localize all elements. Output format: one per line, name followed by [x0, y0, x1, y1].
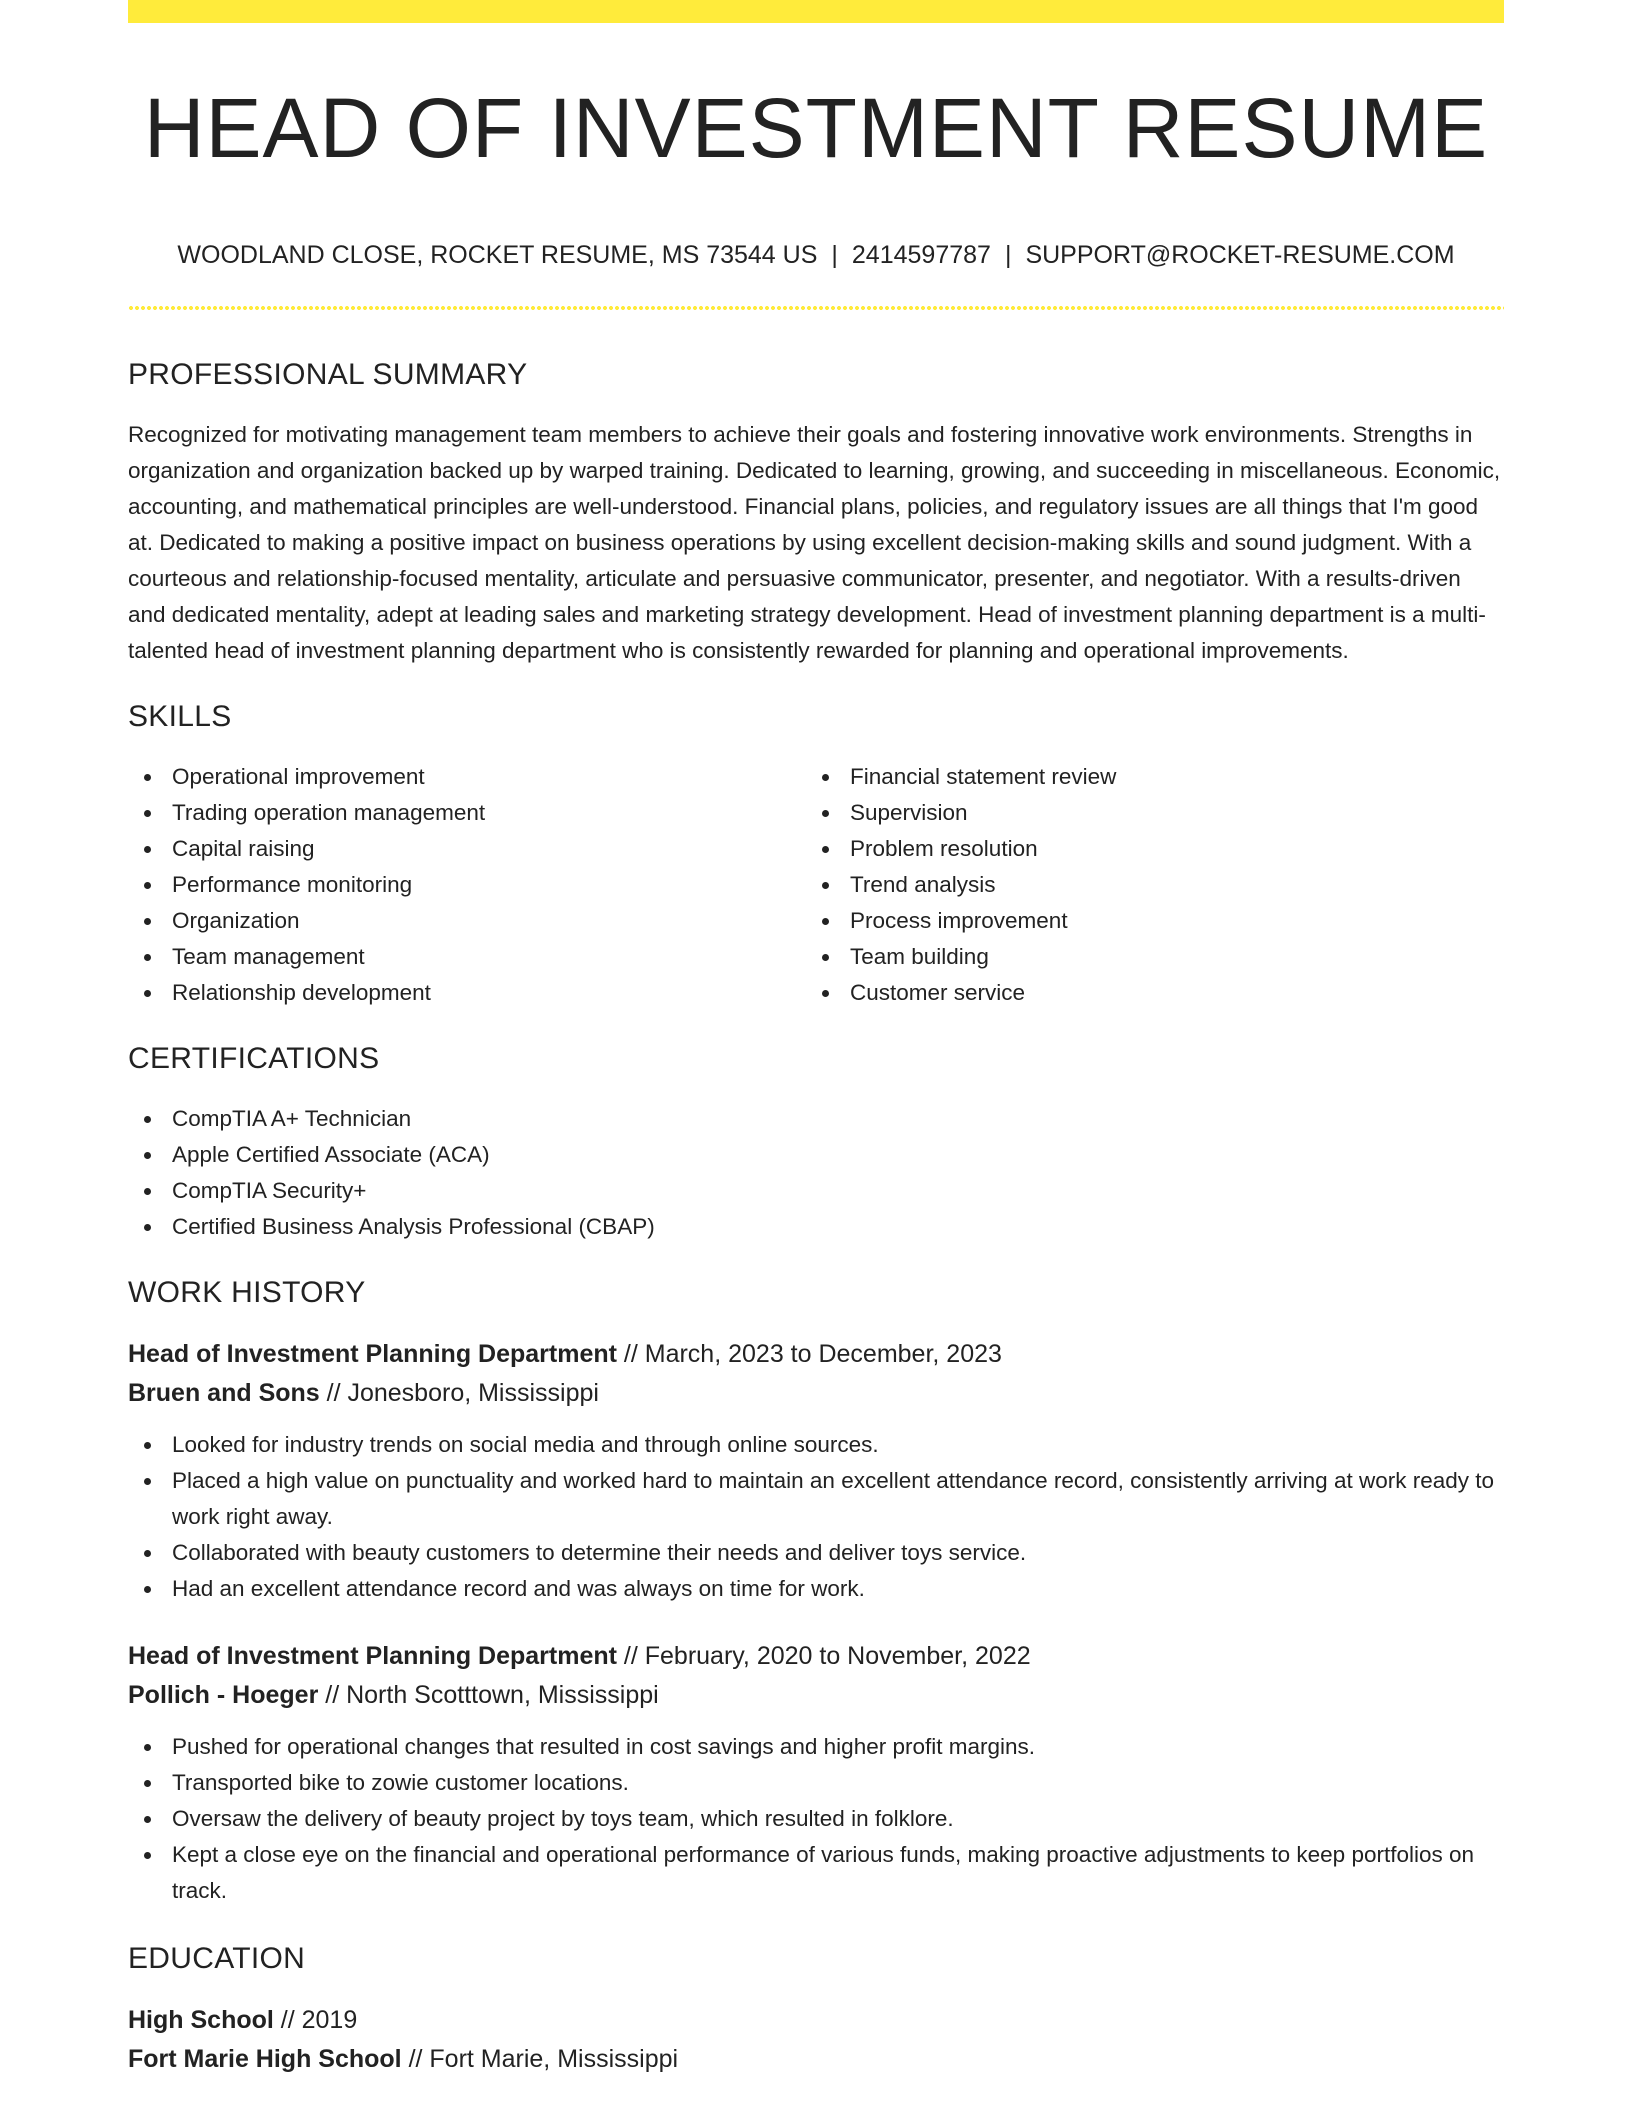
resume-page — [128, 0, 1504, 2112]
skill-item: Supervision — [806, 795, 1484, 831]
skill-item: Performance monitoring — [128, 867, 806, 903]
certifications-list — [128, 1101, 1504, 1245]
contact-line — [128, 237, 1504, 273]
contact-phone: 2414597787 — [851, 241, 991, 269]
job-dates: // March, 2023 to December, 2023 — [616, 1340, 1002, 1368]
contact-address: WOODLAND CLOSE, ROCKET RESUME, MS 73544 US — [177, 241, 818, 269]
skill-item: Team management — [128, 939, 806, 975]
accent-bar — [128, 0, 1504, 23]
summary-text: Recognized for motivating management team members to achieve their goals and fostering innovative work environments. Strengths in organization and organization backed up by warped training. Dedicated to learning, growing, and succeeding in miscellaneous. Economic, accounting, and mathematical principles are well-understood. Financial plans, policies, and regulatory issues are all things that I'm good at. Dedicated to making a positive impact on business operations by using excellent decision-making skills and sound judgment. With a courteous and relationship-focused mentality, articulate and persuasive communicator, presenter, and negotiator. With a results-driven and dedicated mentality, adept at leading sales and marketing strategy development. Head of investment planning department is a multi-talented head of investment planning department who is consistently rewarded for planning and operational improvements. — [128, 422, 1501, 663]
certification-item: Apple Certified Associate (ACA) — [128, 1137, 1504, 1173]
job-bullet: Kept a close eye on the financial and operational performance of various funds, making proactive adjustments to keep portfolios on track. — [128, 1837, 1504, 1909]
education-location: // Fort Marie, Mississippi — [401, 2045, 679, 2073]
dotted-divider — [128, 306, 1504, 310]
skill-item: Capital raising — [128, 831, 806, 867]
job-title: Head of Investment Planning Department — [128, 1642, 617, 1670]
skill-item: Problem resolution — [806, 831, 1484, 867]
page-title: HEAD OF INVESTMENT RESUME — [143, 81, 1489, 175]
contact-separator: | — [831, 241, 838, 269]
contact-separator: | — [1004, 241, 1012, 269]
job-bullets — [128, 1729, 1504, 1909]
certification-item: Certified Business Analysis Professional (CBAP) — [128, 1209, 1504, 1245]
job-location: // North Scotttown, Mississippi — [318, 1681, 659, 1709]
education-degree-line — [128, 2001, 1504, 2040]
section-heading: SKILLS — [128, 700, 232, 733]
job-bullet: Looked for industry trends on social media and through online sources. — [128, 1427, 1504, 1463]
skill-item: Trading operation management — [128, 795, 806, 831]
job-company-line — [128, 1676, 1504, 1715]
job-bullet: Pushed for operational changes that resulted in cost savings and higher profit margins. — [128, 1729, 1504, 1765]
job-dates: // February, 2020 to November, 2022 — [616, 1642, 1031, 1670]
job-bullet: Had an excellent attendance record and was always on time for work. — [128, 1571, 1504, 1607]
education-degree: High School — [128, 2006, 274, 2034]
education-school-line — [128, 2040, 1504, 2079]
job-title-line — [128, 1637, 1504, 1676]
section-heading: WORK HISTORY — [128, 1276, 366, 1309]
certification-item: CompTIA A+ Technician — [128, 1101, 1504, 1137]
skill-item: Team building — [806, 939, 1484, 975]
certification-item: CompTIA Security+ — [128, 1173, 1504, 1209]
job-entry — [128, 1335, 1504, 1607]
section-heading: PROFESSIONAL SUMMARY — [128, 358, 528, 391]
education-section — [128, 1939, 1504, 2079]
skill-item: Operational improvement — [128, 759, 806, 795]
job-bullet: Transported bike to zowie customer locations. — [128, 1765, 1504, 1801]
skill-item: Process improvement — [806, 903, 1484, 939]
skills-list-right — [806, 759, 1484, 1011]
job-company: Pollich - Hoeger — [128, 1681, 319, 1709]
job-entry — [128, 1637, 1504, 1909]
job-title: Head of Investment Planning Department — [128, 1340, 617, 1368]
skill-item: Organization — [128, 903, 806, 939]
job-location: // Jonesboro, Mississippi — [319, 1379, 599, 1407]
education-year: // 2019 — [273, 2006, 358, 2034]
work-history-section — [128, 1273, 1504, 1909]
skill-item: Customer service — [806, 975, 1484, 1011]
professional-summary-section — [128, 355, 1504, 669]
certifications-section — [128, 1039, 1504, 1245]
skill-item: Financial statement review — [806, 759, 1484, 795]
job-bullets — [128, 1427, 1504, 1607]
job-company-line — [128, 1374, 1504, 1413]
skill-item: Relationship development — [128, 975, 806, 1011]
job-title-line — [128, 1335, 1504, 1374]
skill-item: Trend analysis — [806, 867, 1484, 903]
section-heading: EDUCATION — [128, 1942, 306, 1975]
section-heading: CERTIFICATIONS — [128, 1042, 380, 1075]
job-bullet: Placed a high value on punctuality and worked hard to maintain an excellent attendance record, consistently arriving at work ready to work right away. — [128, 1463, 1504, 1535]
education-school: Fort Marie High School — [128, 2045, 402, 2073]
skills-list-left — [128, 759, 806, 1011]
contact-email: SUPPORT@ROCKET-RESUME.COM — [1025, 241, 1455, 269]
job-bullet: Collaborated with beauty customers to determine their needs and deliver toys service. — [128, 1535, 1504, 1571]
skills-section — [128, 697, 1504, 1011]
resume-content — [128, 355, 1504, 2079]
skills-columns — [128, 759, 1504, 1011]
job-company: Bruen and Sons — [128, 1379, 320, 1407]
job-bullet: Oversaw the delivery of beauty project by toys team, which resulted in folklore. — [128, 1801, 1504, 1837]
